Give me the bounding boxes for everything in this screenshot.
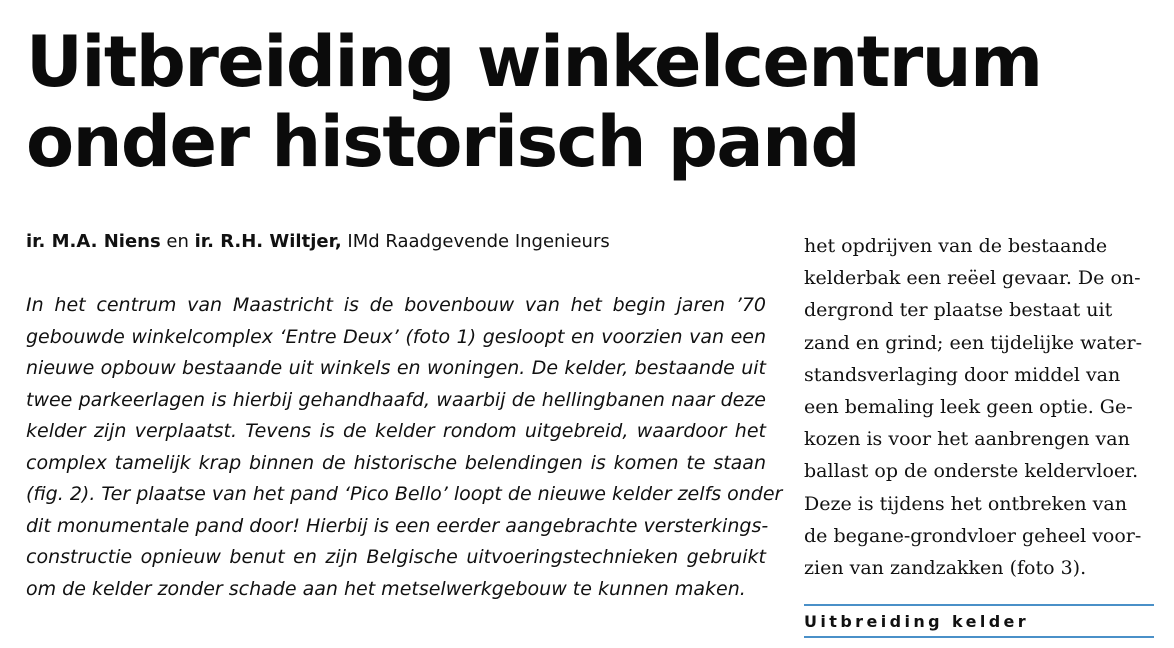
lead-line: In het centrum van Maastricht is de bovenbouw van het begin jaren ’70 <box>26 294 766 316</box>
title-line: Uitbreiding winkelcentrum <box>26 21 1042 103</box>
lead-line: nieuwe opbouw bestaande uit winkels en woningen. De kelder, bestaande uit <box>26 357 766 379</box>
body-line: het opdrijven van de bestaande <box>804 235 1108 257</box>
lead-line: dit monumentale pand door! Hierbij is een eerder aangebrachte versterkings- <box>26 514 769 537</box>
body-line: Deze is tijdens het ontbreken van <box>804 492 1127 515</box>
section-rule-bottom <box>804 636 1154 638</box>
body-line: de begane-grondvloer geheel voor- <box>804 524 1142 547</box>
author-affiliation: IMd Raadgevende Ingenieurs <box>341 231 610 252</box>
author-name: ir. M.A. Niens <box>26 231 161 252</box>
body-line: standsverlaging door middel van <box>804 363 1121 386</box>
title-line: onder historisch pand <box>26 101 860 183</box>
body-line: zand en grind; een tijdelijke water- <box>804 331 1143 354</box>
author-conjunction: en <box>160 231 195 252</box>
lead-line: complex tamelijk krap binnen de historische belendingen is komen te staan <box>26 451 766 474</box>
lead-line: (fig. 2). Ter plaatse van het pand ‘Pico Bello’ loopt de nieuwe kelder zelfs onder <box>26 483 783 505</box>
article-title <box>26 22 1042 182</box>
author-line <box>26 229 610 255</box>
body-line: kozen is voor het aanbrengen van <box>804 428 1130 451</box>
lead-line: constructie opnieuw benut en zijn Belgische uitvoeringstechnieken gebruikt <box>26 546 766 568</box>
lead-line: om de kelder zonder schade aan het metselwerkgebouw te kunnen maken. <box>26 577 746 600</box>
section-rule-top <box>804 604 1154 606</box>
lead-line: twee parkeerlagen is hierbij gehandhaafd, waarbij de hellingbanen naar deze <box>26 388 766 411</box>
author-name: ir. R.H. Wiltjer, <box>194 231 342 252</box>
lead-paragraph <box>26 290 783 605</box>
body-line: ballast op de onderste keldervloer. <box>804 460 1139 483</box>
lead-line: gebouwde winkelcomplex ‘Entre Deux’ (foto 1) gesloopt en voorzien van een <box>26 325 766 348</box>
section-heading: Uitbreiding kelder <box>804 612 1030 631</box>
body-line: dergrond ter plaatse bestaat uit <box>804 299 1113 322</box>
body-line: zien van zandzakken (foto 3). <box>804 557 1087 580</box>
body-line: een bemaling leek geen optie. Ge- <box>804 396 1133 419</box>
body-column <box>804 230 1154 584</box>
body-line: kelderbak een reëel gevaar. De on- <box>804 267 1141 290</box>
lead-line: kelder zijn verplaatst. Tevens is de kelder rondom uitgebreid, waardoor het <box>26 420 766 442</box>
